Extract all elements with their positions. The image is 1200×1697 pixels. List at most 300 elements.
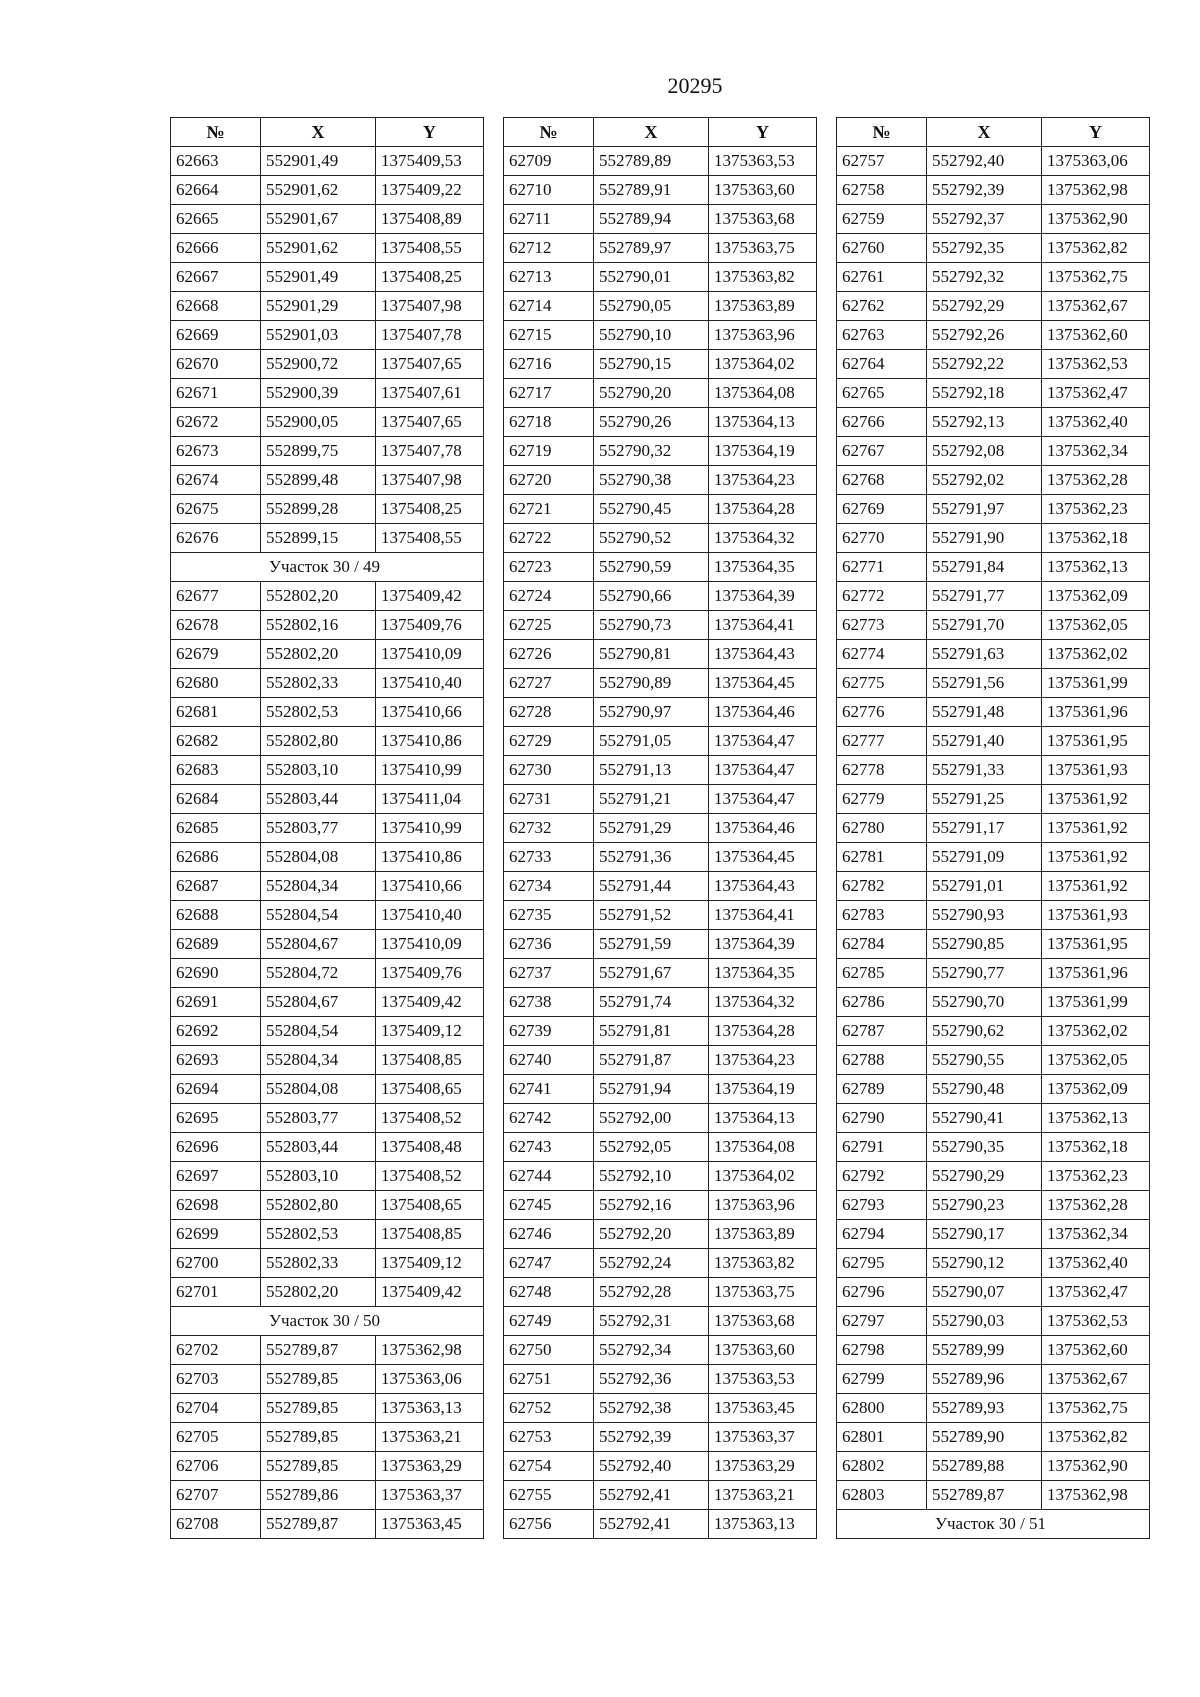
x-coordinate-cell: 552789,87 <box>261 1336 376 1365</box>
point-number-cell: 62737 <box>504 959 594 988</box>
point-number-cell: 62742 <box>504 1104 594 1133</box>
x-coordinate-cell: 552792,10 <box>594 1162 709 1191</box>
x-coordinate-cell: 552901,62 <box>261 234 376 263</box>
point-number-cell: 62791 <box>837 1133 927 1162</box>
table-row <box>837 901 1150 930</box>
table-row <box>837 1423 1150 1452</box>
y-coordinate-cell: 1375361,96 <box>1042 698 1150 727</box>
y-coordinate-cell: 1375362,05 <box>1042 1046 1150 1075</box>
y-coordinate-cell: 1375362,40 <box>1042 408 1150 437</box>
table-row <box>171 1336 484 1365</box>
table-row <box>171 350 484 379</box>
point-number-cell: 62786 <box>837 988 927 1017</box>
point-number-cell: 62763 <box>837 321 927 350</box>
x-coordinate-cell: 552792,02 <box>927 466 1042 495</box>
point-number-cell: 62748 <box>504 1278 594 1307</box>
point-number-cell: 62714 <box>504 292 594 321</box>
table-row <box>171 234 484 263</box>
point-number-cell: 62696 <box>171 1133 261 1162</box>
y-coordinate-cell: 1375364,47 <box>709 785 817 814</box>
table-row <box>504 1191 817 1220</box>
y-coordinate-cell: 1375408,55 <box>376 524 484 553</box>
table-row <box>504 1423 817 1452</box>
y-coordinate-cell: 1375408,65 <box>376 1075 484 1104</box>
x-coordinate-cell: 552791,48 <box>927 698 1042 727</box>
point-number-cell: 62746 <box>504 1220 594 1249</box>
y-coordinate-cell: 1375411,04 <box>376 785 484 814</box>
point-number-cell: 62665 <box>171 205 261 234</box>
point-number-cell: 62802 <box>837 1452 927 1481</box>
x-coordinate-cell: 552792,13 <box>927 408 1042 437</box>
table-row <box>171 524 484 553</box>
x-coordinate-cell: 552789,89 <box>594 147 709 176</box>
point-number-cell: 62724 <box>504 582 594 611</box>
x-coordinate-cell: 552790,66 <box>594 582 709 611</box>
y-coordinate-cell: 1375363,68 <box>709 1307 817 1336</box>
y-coordinate-cell: 1375362,82 <box>1042 234 1150 263</box>
x-coordinate-cell: 552804,54 <box>261 901 376 930</box>
x-coordinate-cell: 552790,23 <box>927 1191 1042 1220</box>
table-row <box>504 872 817 901</box>
x-coordinate-cell: 552899,15 <box>261 524 376 553</box>
x-coordinate-cell: 552792,40 <box>594 1452 709 1481</box>
point-number-cell: 62663 <box>171 147 261 176</box>
point-number-cell: 62698 <box>171 1191 261 1220</box>
x-coordinate-cell: 552790,81 <box>594 640 709 669</box>
point-number-cell: 62692 <box>171 1017 261 1046</box>
table-row <box>171 147 484 176</box>
table-row <box>504 930 817 959</box>
point-number-cell: 62734 <box>504 872 594 901</box>
table-row <box>837 727 1150 756</box>
x-coordinate-cell: 552802,80 <box>261 1191 376 1220</box>
table-row <box>504 756 817 785</box>
point-number-cell: 62708 <box>171 1510 261 1539</box>
y-coordinate-cell: 1375408,55 <box>376 234 484 263</box>
x-coordinate-cell: 552790,48 <box>927 1075 1042 1104</box>
point-number-cell: 62779 <box>837 785 927 814</box>
x-coordinate-cell: 552791,94 <box>594 1075 709 1104</box>
x-coordinate-cell: 552790,32 <box>594 437 709 466</box>
y-coordinate-cell: 1375363,37 <box>709 1423 817 1452</box>
table-row <box>504 321 817 350</box>
point-number-cell: 62760 <box>837 234 927 263</box>
y-coordinate-cell: 1375364,46 <box>709 698 817 727</box>
x-coordinate-cell: 552792,20 <box>594 1220 709 1249</box>
y-coordinate-cell: 1375363,89 <box>709 292 817 321</box>
y-coordinate-cell: 1375410,09 <box>376 930 484 959</box>
point-number-cell: 62753 <box>504 1423 594 1452</box>
table-row <box>504 1075 817 1104</box>
y-coordinate-cell: 1375362,34 <box>1042 1220 1150 1249</box>
point-number-cell: 62769 <box>837 495 927 524</box>
point-number-cell: 62728 <box>504 698 594 727</box>
y-coordinate-cell: 1375361,92 <box>1042 872 1150 901</box>
x-coordinate-cell: 552901,03 <box>261 321 376 350</box>
point-number-cell: 62666 <box>171 234 261 263</box>
y-coordinate-cell: 1375362,18 <box>1042 524 1150 553</box>
table-row <box>171 1075 484 1104</box>
point-number-cell: 62761 <box>837 263 927 292</box>
x-coordinate-cell: 552791,17 <box>927 814 1042 843</box>
x-coordinate-cell: 552804,72 <box>261 959 376 988</box>
table-row <box>837 669 1150 698</box>
coordinate-table-1 <box>170 117 484 1539</box>
y-coordinate-cell: 1375364,28 <box>709 495 817 524</box>
table-row <box>837 1307 1150 1336</box>
point-number-cell: 62783 <box>837 901 927 930</box>
x-coordinate-cell: 552790,17 <box>927 1220 1042 1249</box>
x-coordinate-cell: 552901,49 <box>261 147 376 176</box>
coordinate-table-2 <box>503 117 817 1539</box>
y-coordinate-cell: 1375362,28 <box>1042 1191 1150 1220</box>
table-row <box>504 843 817 872</box>
table-row <box>504 147 817 176</box>
point-number-cell: 62703 <box>171 1365 261 1394</box>
x-coordinate-cell: 552900,05 <box>261 408 376 437</box>
table-row <box>837 1133 1150 1162</box>
table-row <box>504 814 817 843</box>
point-number-cell: 62800 <box>837 1394 927 1423</box>
x-coordinate-cell: 552804,08 <box>261 843 376 872</box>
x-coordinate-cell: 552790,93 <box>927 901 1042 930</box>
x-coordinate-cell: 552789,97 <box>594 234 709 263</box>
x-coordinate-cell: 552792,22 <box>927 350 1042 379</box>
point-number-cell: 62741 <box>504 1075 594 1104</box>
table-row <box>837 1017 1150 1046</box>
point-number-cell: 62710 <box>504 176 594 205</box>
x-coordinate-cell: 552792,41 <box>594 1510 709 1539</box>
table-row <box>504 669 817 698</box>
y-coordinate-cell: 1375361,93 <box>1042 756 1150 785</box>
point-number-cell: 62682 <box>171 727 261 756</box>
point-number-cell: 62770 <box>837 524 927 553</box>
table-row <box>504 408 817 437</box>
x-coordinate-cell: 552789,94 <box>594 205 709 234</box>
y-coordinate-cell: 1375409,76 <box>376 611 484 640</box>
y-coordinate-cell: 1375363,75 <box>709 1278 817 1307</box>
table-row <box>171 1017 484 1046</box>
y-coordinate-cell: 1375364,32 <box>709 524 817 553</box>
table-row <box>837 495 1150 524</box>
point-number-cell: 62673 <box>171 437 261 466</box>
x-coordinate-cell: 552791,52 <box>594 901 709 930</box>
point-number-cell: 62715 <box>504 321 594 350</box>
x-coordinate-cell: 552789,99 <box>927 1336 1042 1365</box>
point-number-cell: 62702 <box>171 1336 261 1365</box>
y-coordinate-cell: 1375363,37 <box>376 1481 484 1510</box>
y-coordinate-cell: 1375363,60 <box>709 176 817 205</box>
point-number-cell: 62755 <box>504 1481 594 1510</box>
y-coordinate-cell: 1375407,98 <box>376 466 484 495</box>
point-number-cell: 62719 <box>504 437 594 466</box>
y-coordinate-cell: 1375364,45 <box>709 843 817 872</box>
table-row <box>504 234 817 263</box>
point-number-cell: 62707 <box>171 1481 261 1510</box>
point-number-cell: 62777 <box>837 727 927 756</box>
point-number-cell: 62679 <box>171 640 261 669</box>
x-coordinate-cell: 552802,33 <box>261 669 376 698</box>
point-number-cell: 62747 <box>504 1249 594 1278</box>
point-number-cell: 62749 <box>504 1307 594 1336</box>
y-coordinate-cell: 1375363,13 <box>376 1394 484 1423</box>
point-number-cell: 62756 <box>504 1510 594 1539</box>
point-number-cell: 62745 <box>504 1191 594 1220</box>
y-coordinate-cell: 1375362,60 <box>1042 321 1150 350</box>
table-row <box>837 524 1150 553</box>
table-row <box>837 843 1150 872</box>
point-number-cell: 62754 <box>504 1452 594 1481</box>
y-coordinate-cell: 1375364,39 <box>709 582 817 611</box>
point-number-cell: 62713 <box>504 263 594 292</box>
x-coordinate-cell: 552901,29 <box>261 292 376 321</box>
x-coordinate-cell: 552790,77 <box>927 959 1042 988</box>
y-coordinate-cell: 1375409,76 <box>376 959 484 988</box>
table-row <box>504 1307 817 1336</box>
point-number-cell: 62787 <box>837 1017 927 1046</box>
y-coordinate-cell: 1375407,98 <box>376 292 484 321</box>
x-coordinate-cell: 552802,16 <box>261 611 376 640</box>
point-number-cell: 62794 <box>837 1220 927 1249</box>
x-coordinate-cell: 552791,05 <box>594 727 709 756</box>
y-coordinate-cell: 1375410,86 <box>376 727 484 756</box>
x-coordinate-cell: 552790,70 <box>927 988 1042 1017</box>
point-number-cell: 62751 <box>504 1365 594 1394</box>
point-number-cell: 62669 <box>171 321 261 350</box>
x-coordinate-cell: 552791,40 <box>927 727 1042 756</box>
point-number-cell: 62796 <box>837 1278 927 1307</box>
table-row <box>504 1510 817 1539</box>
point-number-cell: 62785 <box>837 959 927 988</box>
table-row <box>171 872 484 901</box>
table-row <box>837 814 1150 843</box>
table-row <box>504 640 817 669</box>
y-coordinate-cell: 1375407,65 <box>376 350 484 379</box>
point-number-cell: 62784 <box>837 930 927 959</box>
table-header-row <box>171 118 484 147</box>
x-coordinate-cell: 552792,00 <box>594 1104 709 1133</box>
y-coordinate-cell: 1375362,02 <box>1042 1017 1150 1046</box>
y-coordinate-cell: 1375361,92 <box>1042 785 1150 814</box>
x-coordinate-cell: 552791,70 <box>927 611 1042 640</box>
y-coordinate-cell: 1375362,98 <box>376 1336 484 1365</box>
header-y: Y <box>709 118 817 147</box>
table-row <box>504 1394 817 1423</box>
table-row <box>171 785 484 814</box>
header-number: № <box>171 118 261 147</box>
table-row <box>837 350 1150 379</box>
table-row <box>504 1017 817 1046</box>
y-coordinate-cell: 1375362,67 <box>1042 292 1150 321</box>
page-number: 20295 <box>667 73 723 98</box>
x-coordinate-cell: 552804,08 <box>261 1075 376 1104</box>
header-x: X <box>594 118 709 147</box>
point-number-cell: 62675 <box>171 495 261 524</box>
y-coordinate-cell: 1375362,40 <box>1042 1249 1150 1278</box>
table-row <box>837 1481 1150 1510</box>
table-row <box>837 756 1150 785</box>
table-row <box>837 1365 1150 1394</box>
x-coordinate-cell: 552791,56 <box>927 669 1042 698</box>
point-number-cell: 62758 <box>837 176 927 205</box>
y-coordinate-cell: 1375409,42 <box>376 988 484 1017</box>
table-row <box>171 843 484 872</box>
y-coordinate-cell: 1375364,02 <box>709 350 817 379</box>
table-row <box>837 1191 1150 1220</box>
y-coordinate-cell: 1375408,89 <box>376 205 484 234</box>
point-number-cell: 62735 <box>504 901 594 930</box>
y-coordinate-cell: 1375410,40 <box>376 901 484 930</box>
y-coordinate-cell: 1375410,66 <box>376 872 484 901</box>
table-row <box>504 582 817 611</box>
y-coordinate-cell: 1375410,66 <box>376 698 484 727</box>
y-coordinate-cell: 1375362,90 <box>1042 205 1150 234</box>
point-number-cell: 62775 <box>837 669 927 698</box>
x-coordinate-cell: 552790,35 <box>927 1133 1042 1162</box>
table-row <box>504 1278 817 1307</box>
x-coordinate-cell: 552791,29 <box>594 814 709 843</box>
y-coordinate-cell: 1375362,18 <box>1042 1133 1150 1162</box>
table-row <box>171 205 484 234</box>
y-coordinate-cell: 1375408,25 <box>376 495 484 524</box>
x-coordinate-cell: 552804,34 <box>261 1046 376 1075</box>
table-row <box>837 1394 1150 1423</box>
x-coordinate-cell: 552901,62 <box>261 176 376 205</box>
x-coordinate-cell: 552792,35 <box>927 234 1042 263</box>
x-coordinate-cell: 552792,39 <box>594 1423 709 1452</box>
y-coordinate-cell: 1375363,60 <box>709 1336 817 1365</box>
y-coordinate-cell: 1375363,06 <box>1042 147 1150 176</box>
x-coordinate-cell: 552789,93 <box>927 1394 1042 1423</box>
point-number-cell: 62694 <box>171 1075 261 1104</box>
x-coordinate-cell: 552792,32 <box>927 263 1042 292</box>
y-coordinate-cell: 1375364,08 <box>709 1133 817 1162</box>
table-row <box>837 466 1150 495</box>
table-row <box>837 1046 1150 1075</box>
x-coordinate-cell: 552789,91 <box>594 176 709 205</box>
section-label: Участок 30 / 49 <box>171 553 484 582</box>
y-coordinate-cell: 1375407,78 <box>376 321 484 350</box>
point-number-cell: 62788 <box>837 1046 927 1075</box>
table-row <box>837 698 1150 727</box>
table-row <box>504 1104 817 1133</box>
point-number-cell: 62744 <box>504 1162 594 1191</box>
point-number-cell: 62774 <box>837 640 927 669</box>
x-coordinate-cell: 552802,53 <box>261 698 376 727</box>
x-coordinate-cell: 552789,86 <box>261 1481 376 1510</box>
x-coordinate-cell: 552792,08 <box>927 437 1042 466</box>
y-coordinate-cell: 1375407,78 <box>376 437 484 466</box>
y-coordinate-cell: 1375408,85 <box>376 1046 484 1075</box>
point-number-cell: 62671 <box>171 379 261 408</box>
table-row <box>504 1249 817 1278</box>
table-row <box>504 1162 817 1191</box>
x-coordinate-cell: 552790,12 <box>927 1249 1042 1278</box>
table-row <box>171 1046 484 1075</box>
x-coordinate-cell: 552790,62 <box>927 1017 1042 1046</box>
x-coordinate-cell: 552790,85 <box>927 930 1042 959</box>
y-coordinate-cell: 1375361,99 <box>1042 669 1150 698</box>
point-number-cell: 62689 <box>171 930 261 959</box>
x-coordinate-cell: 552792,16 <box>594 1191 709 1220</box>
y-coordinate-cell: 1375364,02 <box>709 1162 817 1191</box>
y-coordinate-cell: 1375364,28 <box>709 1017 817 1046</box>
point-number-cell: 62697 <box>171 1162 261 1191</box>
x-coordinate-cell: 552792,41 <box>594 1481 709 1510</box>
table-row <box>504 785 817 814</box>
y-coordinate-cell: 1375362,75 <box>1042 1394 1150 1423</box>
point-number-cell: 62768 <box>837 466 927 495</box>
table-row <box>504 263 817 292</box>
x-coordinate-cell: 552791,63 <box>927 640 1042 669</box>
y-coordinate-cell: 1375363,29 <box>376 1452 484 1481</box>
y-coordinate-cell: 1375364,35 <box>709 553 817 582</box>
table-row <box>504 727 817 756</box>
point-number-cell: 62782 <box>837 872 927 901</box>
x-coordinate-cell: 552790,89 <box>594 669 709 698</box>
x-coordinate-cell: 552790,52 <box>594 524 709 553</box>
x-coordinate-cell: 552789,90 <box>927 1423 1042 1452</box>
x-coordinate-cell: 552901,49 <box>261 263 376 292</box>
x-coordinate-cell: 552790,29 <box>927 1162 1042 1191</box>
x-coordinate-cell: 552802,20 <box>261 582 376 611</box>
y-coordinate-cell: 1375363,82 <box>709 1249 817 1278</box>
y-coordinate-cell: 1375408,85 <box>376 1220 484 1249</box>
table-row <box>837 1162 1150 1191</box>
point-number-cell: 62789 <box>837 1075 927 1104</box>
x-coordinate-cell: 552792,26 <box>927 321 1042 350</box>
y-coordinate-cell: 1375410,09 <box>376 640 484 669</box>
point-number-cell: 62739 <box>504 1017 594 1046</box>
y-coordinate-cell: 1375362,53 <box>1042 1307 1150 1336</box>
table-row <box>171 437 484 466</box>
y-coordinate-cell: 1375409,12 <box>376 1249 484 1278</box>
x-coordinate-cell: 552789,85 <box>261 1394 376 1423</box>
point-number-cell: 62765 <box>837 379 927 408</box>
point-number-cell: 62762 <box>837 292 927 321</box>
y-coordinate-cell: 1375410,99 <box>376 756 484 785</box>
x-coordinate-cell: 552791,25 <box>927 785 1042 814</box>
table-row <box>171 1249 484 1278</box>
y-coordinate-cell: 1375362,53 <box>1042 350 1150 379</box>
x-coordinate-cell: 552900,72 <box>261 350 376 379</box>
section-label: Участок 30 / 50 <box>171 1307 484 1336</box>
table-row <box>837 582 1150 611</box>
table-row <box>504 379 817 408</box>
point-number-cell: 62778 <box>837 756 927 785</box>
y-coordinate-cell: 1375361,92 <box>1042 843 1150 872</box>
y-coordinate-cell: 1375364,19 <box>709 1075 817 1104</box>
table-row <box>171 727 484 756</box>
x-coordinate-cell: 552790,10 <box>594 321 709 350</box>
table-row <box>171 292 484 321</box>
table-row <box>837 1249 1150 1278</box>
y-coordinate-cell: 1375364,47 <box>709 756 817 785</box>
point-number-cell: 62678 <box>171 611 261 640</box>
x-coordinate-cell: 552802,20 <box>261 640 376 669</box>
table-row <box>837 988 1150 1017</box>
point-number-cell: 62793 <box>837 1191 927 1220</box>
y-coordinate-cell: 1375362,02 <box>1042 640 1150 669</box>
point-number-cell: 62750 <box>504 1336 594 1365</box>
point-number-cell: 62731 <box>504 785 594 814</box>
table-row <box>837 147 1150 176</box>
y-coordinate-cell: 1375409,42 <box>376 1278 484 1307</box>
x-coordinate-cell: 552804,67 <box>261 988 376 1017</box>
point-number-cell: 62691 <box>171 988 261 1017</box>
point-number-cell: 62717 <box>504 379 594 408</box>
y-coordinate-cell: 1375363,13 <box>709 1510 817 1539</box>
